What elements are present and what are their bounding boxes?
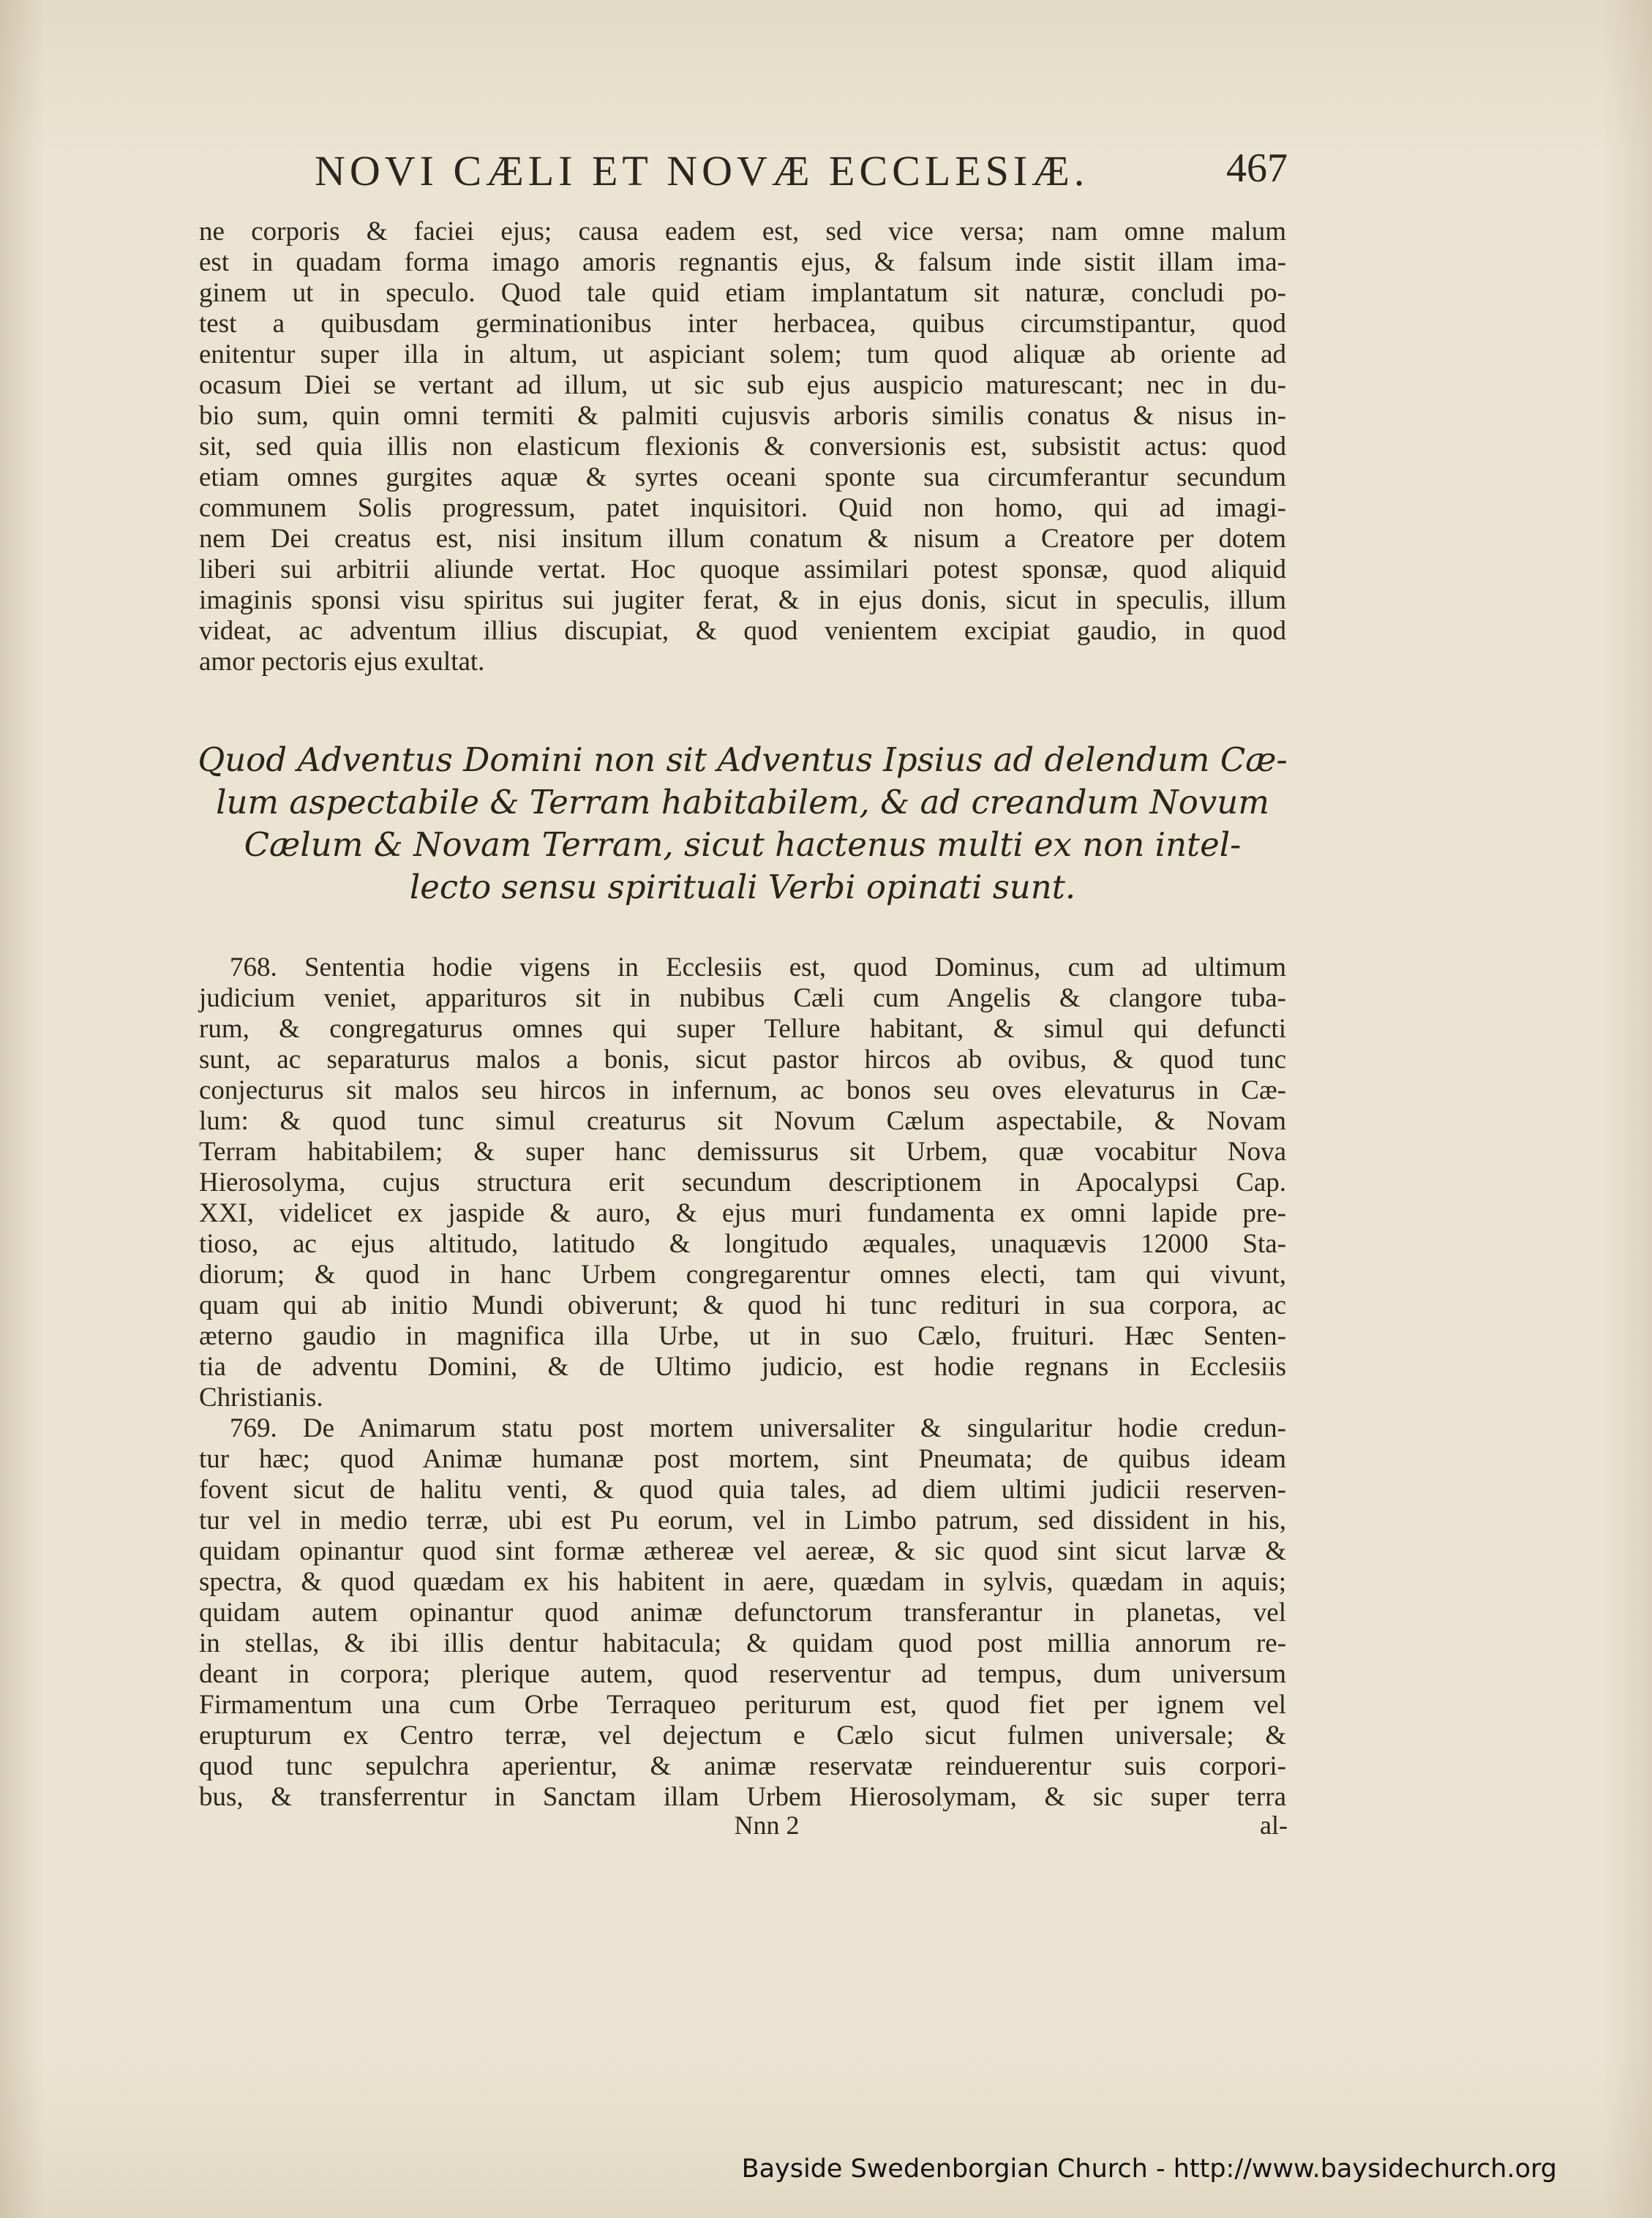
text-line: imaginis sponsi visu spiritus sui jugiter ferat, & in ejus donis, sicut in speculis, illum bbox=[199, 585, 1286, 615]
text-line: etiam omnes gurgites aquæ & syrtes oceani sponte sua circumferantur secundum bbox=[199, 462, 1286, 492]
heading-line: Quod Adventus Domini non sit Adventus Ipsius ad delendum Cæ- bbox=[198, 740, 1288, 779]
catchword: al- bbox=[1260, 1811, 1288, 1840]
text-line: quidam autem opinantur quod animæ defunctorum transferantur in planetas, vel bbox=[199, 1598, 1286, 1628]
top-paragraph bbox=[199, 217, 1286, 677]
text-line: test a quibusdam germinationibus inter herbacea, quibus circumstipantur, quod bbox=[199, 309, 1286, 339]
page-number: 467 bbox=[1226, 146, 1288, 191]
running-head: NOVI CÆLI ET NOVÆ ECCLESIÆ. bbox=[315, 147, 1089, 195]
text-line: ginem ut in speculo. Quod tale quid etiam implantatum sit naturæ, concludi po- bbox=[199, 278, 1286, 308]
text-line: sit, sed quia illis non elasticum flexionis & conversionis est, subsistit actus: quod bbox=[199, 432, 1286, 462]
text-line: quod tunc sepulchra aperientur, & animæ reservatæ reinduerentur suis corpori- bbox=[199, 1751, 1286, 1781]
text-line: enitentur super illa in altum, ut aspiciant solem; tum quod aliquæ ab oriente ad bbox=[199, 339, 1286, 369]
text-line: ne corporis & faciei ejus; causa eadem est, sed vice versa; nam omne malum bbox=[199, 217, 1286, 247]
text-line: quidam opinantur quod sint formæ æthereæ vel aereæ, & sic quod sint sicut larvæ & bbox=[199, 1536, 1286, 1566]
text-line: bus, & transferrentur in Sanctam illam Urbem Hierosolymam, & sic super terra bbox=[199, 1782, 1286, 1812]
text-line: erupturum ex Centro terræ, vel dejectum e Cælo sicut fulmen universale; & bbox=[199, 1721, 1286, 1751]
heading-line: lum aspectabile & Terram habitabilem, & ad creandum Novum bbox=[216, 783, 1269, 822]
text-line: æterno gaudio in magnifica illa Urbe, ut in suo Cælo, fruituri. Hæc Senten- bbox=[199, 1321, 1286, 1351]
text-line: in stellas, & ibi illis dentur habitacula; & quidam quod post millia annorum re- bbox=[199, 1628, 1286, 1658]
text-line: deant in corpora; plerique autem, quod reserventur ad tempus, dum universum bbox=[199, 1659, 1286, 1689]
text-line: judicium veniet, apparituros sit in nubibus Cæli cum Angelis & clangore tuba- bbox=[199, 983, 1286, 1013]
text-line: est in quadam forma imago amoris regnantis ejus, & falsum inde sistit illam ima- bbox=[199, 247, 1286, 277]
text-line: tur vel in medio terræ, ubi est Pu eorum, vel in Limbo patrum, sed dissident in his, bbox=[199, 1505, 1286, 1535]
text-line: quam qui ab initio Mundi obiverunt; & quod hi tunc redituri in sua corpora, ac bbox=[199, 1290, 1286, 1320]
section-heading bbox=[198, 739, 1288, 909]
paragraph-768 bbox=[199, 952, 1286, 1413]
text-line: amor pectoris ejus exultat. bbox=[199, 647, 485, 677]
text-line: conjecturus sit malos seu hircos in infernum, ac bonos seu oves elevaturus in Cæ- bbox=[199, 1075, 1286, 1105]
text-line: sunt, ac separaturus malos a bonis, sicut pastor hircos ab ovibus, & quod tunc bbox=[199, 1045, 1286, 1075]
text-line: Firmamentum una cum Orbe Terraqueo periturum est, quod fiet per ignem vel bbox=[199, 1690, 1286, 1720]
text-line: tia de adventu Domini, & de Ultimo judicio, est hodie regnans in Ecclesiis bbox=[199, 1352, 1286, 1382]
text-line: XXI, videlicet ex jaspide & auro, & ejus muri fundamenta ex omni lapide pre- bbox=[199, 1198, 1286, 1228]
page-header bbox=[315, 139, 1288, 205]
text-line: ocasum Diei se vertant ad illum, ut sic sub ejus auspicio maturescant; nec in du- bbox=[199, 370, 1286, 400]
text-line: rum, & congregaturus omnes qui super Tellure habitant, & simul qui defuncti bbox=[199, 1014, 1286, 1044]
text-line: videat, ac adventum illius discupiat, & quod venientem excipiat gaudio, in quod bbox=[199, 616, 1286, 646]
heading-line: Cælum & Novam Terram, sicut hactenus multi ex non intel- bbox=[244, 825, 1242, 864]
text-line: nem Dei creatus est, nisi insitum illum conatum & nisum a Creatore per dotem bbox=[199, 524, 1286, 554]
source-credit: Bayside Swedenborgian Church - http://www.baysidechurch.org bbox=[741, 2154, 1557, 2184]
heading-line: lecto sensu spirituali Verbi opinati sunt. bbox=[409, 868, 1076, 906]
text-line: tioso, ac ejus altitudo, latitudo & longitudo æquales, unaquævis 12000 Sta- bbox=[199, 1229, 1286, 1259]
text-line: 769. De Animarum statu post mortem universaliter & singularitur hodie credun- bbox=[230, 1413, 1286, 1443]
text-line: liberi sui arbitrii aliunde vertat. Hoc quoque assimilari potest sponsæ, quod aliquid bbox=[199, 554, 1286, 584]
text-line: bio sum, quin omni termiti & palmiti cujusvis arboris similis conatus & nisus in- bbox=[199, 401, 1286, 431]
text-line: lum: & quod tunc simul creaturus sit Novum Cælum aspectabile, & Novam bbox=[199, 1106, 1286, 1136]
text-line: tur hæc; quod Animæ humanæ post mortem, sint Pneumata; de quibus ideam bbox=[199, 1444, 1286, 1474]
text-line: Terram habitabilem; & super hanc demissurus sit Urbem, quæ vocabitur Nova bbox=[199, 1137, 1286, 1167]
text-line: communem Solis progressum, patet inquisitori. Quid non homo, qui ad imagi- bbox=[199, 493, 1286, 523]
text-line: 768. Sententia hodie vigens in Ecclesiis est, quod Dominus, cum ad ultimum bbox=[230, 952, 1286, 982]
paragraph-769 bbox=[199, 1413, 1286, 1813]
signature-mark: Nnn 2 bbox=[734, 1811, 800, 1840]
text-line: Christianis. bbox=[199, 1383, 323, 1413]
text-line: spectra, & quod quædam ex his habitent in aere, quædam in sylvis, quædam in aquis; bbox=[199, 1567, 1286, 1597]
text-line: fovent sicut de halitu venti, & quod quia tales, ad diem ultimi judicii reserven- bbox=[199, 1475, 1286, 1505]
text-line: Hierosolyma, cujus structura erit secundum descriptionem in Apocalypsi Cap. bbox=[199, 1168, 1286, 1198]
text-line: diorum; & quod in hanc Urbem congregarentur omnes electi, tam qui vivunt, bbox=[199, 1260, 1286, 1290]
